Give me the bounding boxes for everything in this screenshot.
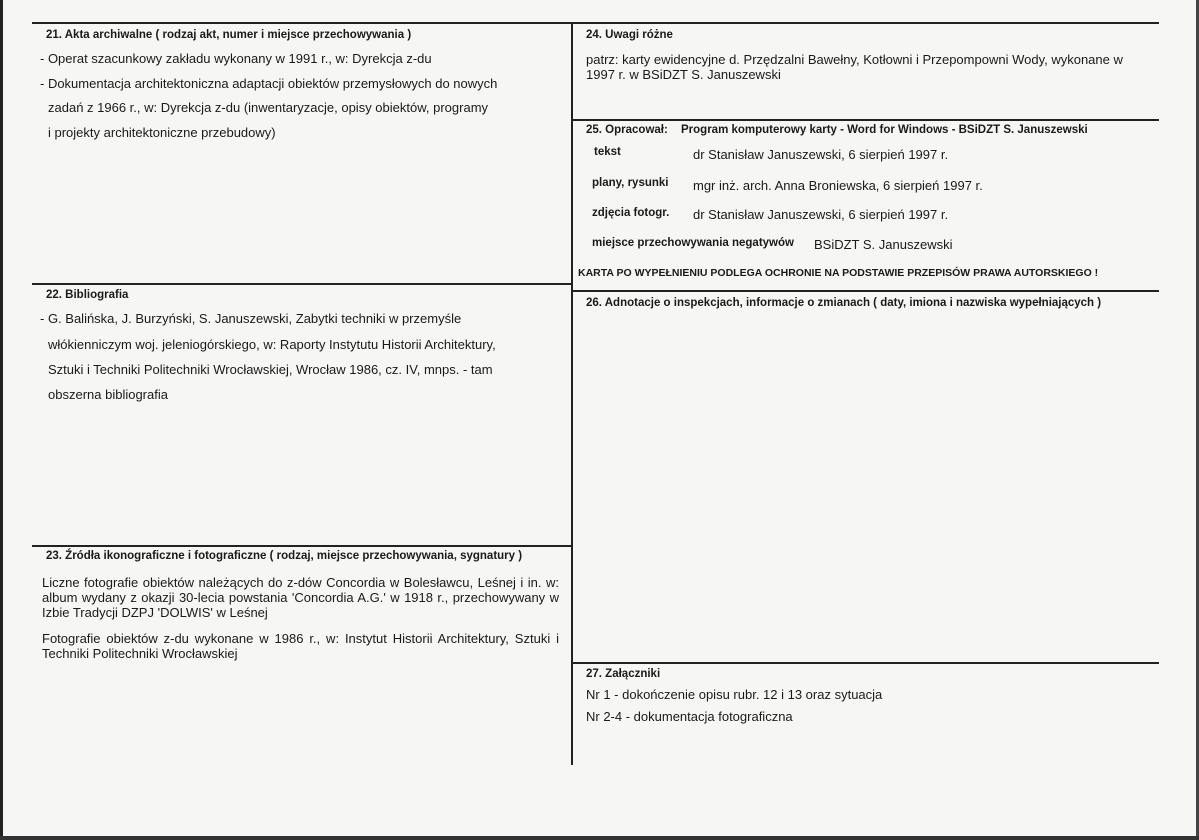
section-25-value-negatives: BSiDZT S. Januszewski bbox=[814, 237, 953, 252]
section-25-value-photos: dr Stanisław Januszewski, 6 sierpień 1997 r. bbox=[693, 207, 949, 222]
section-22-heading: 22. Bibliografia bbox=[46, 289, 129, 301]
section-25-label-text: tekst bbox=[594, 146, 621, 158]
divider-24-25 bbox=[572, 119, 1159, 121]
section-25-value-text: dr Stanisław Januszewski, 6 sierpień 1997 r. bbox=[693, 147, 949, 162]
section-24-heading: 24. Uwagi różne bbox=[586, 29, 673, 41]
section-22-line-3: Sztuki i Techniki Politechniki Wrocławskiej, Wrocław 1986, cz. IV, mnps. - tam bbox=[48, 362, 493, 377]
section-26-heading: 26. Adnotacje o inspekcjach, informacje o zmianach ( daty, imiona i nazwiska wypełniających ) bbox=[586, 297, 1102, 309]
section-21-line-4: i projekty architektoniczne przebudowy) bbox=[48, 125, 276, 140]
divider-26-27 bbox=[572, 662, 1159, 664]
section-27-line-1: Nr 1 - dokończenie opisu rubr. 12 i 13 oraz sytuacja bbox=[586, 687, 883, 702]
section-25-program: Program komputerowy karty - Word for Windows - BSiDZT S. Januszewski bbox=[681, 124, 1088, 136]
section-27-line-2: Nr 2-4 - dokumentacja fotograficzna bbox=[586, 709, 793, 724]
section-25-label-plans: plany, rysunki bbox=[592, 177, 669, 189]
section-21-line-2: - Dokumentacja architektoniczna adaptacji obiektów przemysłowych do nowych bbox=[40, 76, 498, 91]
section-23-paragraph-2: Fotografie obiektów z-du wykonane w 1986 r., w: Instytut Historii Architektury, Sztuki i Techniki Politechniki Wrocławskiej bbox=[42, 631, 559, 661]
scan-edge-left bbox=[0, 0, 3, 840]
section-25-label-negatives: miejsce przechowywania negatywów bbox=[592, 237, 794, 249]
section-23-heading: 23. Źródła ikonograficzne i fotograficzne ( rodzaj, miejsce przechowywania, sygnatury ) bbox=[46, 550, 523, 562]
section-22-line-2: włókienniczym woj. jeleniogórskiego, w: Raporty Instytutu Historii Architektury, bbox=[48, 337, 496, 352]
divider-22-23 bbox=[32, 545, 572, 547]
section-21-heading: 21. Akta archiwalne ( rodzaj akt, numer i miejsce przechowywania ) bbox=[46, 29, 412, 41]
section-21-line-3: zadań z 1966 r., w: Dyrekcja z-du (inwentaryzacje, opisy obiektów, programy bbox=[48, 100, 489, 115]
section-25-value-plans: mgr inż. arch. Anna Broniewska, 6 sierpień 1997 r. bbox=[693, 178, 983, 193]
copyright-warning: KARTA PO WYPEŁNIENIU PODLEGA OCHRONIE NA PODSTAWIE PRZEPISÓW PRAWA AUTORSKIEGO ! bbox=[578, 267, 1099, 279]
section-24-text: patrz: karty ewidencyjne d. Przędzalni Bawełny, Kotłowni i Przepompowni Wody, wykonane w 1997 r. w BSiDZT S. Januszewski bbox=[586, 52, 1123, 82]
divider-21-22 bbox=[32, 283, 572, 285]
center-divider bbox=[571, 22, 573, 765]
section-27-heading: 27. Załączniki bbox=[586, 668, 661, 680]
scan-edge-bottom bbox=[0, 836, 1199, 840]
divider-25-26 bbox=[572, 290, 1159, 292]
section-22-line-1: - G. Balińska, J. Burzyński, S. Januszewski, Zabytki techniki w przemyśle bbox=[40, 311, 462, 326]
section-25-heading: 25. Opracował: bbox=[586, 124, 668, 136]
section-23-paragraph-1: Liczne fotografie obiektów należących do z-dów Concordia w Bolesławcu, Leśnej i in. w: album wydany z okazji 30-lecia powstania 'Concordia A.G.' w 1918 r., przechowywany w Izbie Tradycji DZPJ 'DOLWIS' w Leśnej bbox=[42, 575, 559, 620]
top-border bbox=[32, 22, 1159, 24]
section-22-line-4: obszerna bibliografia bbox=[48, 387, 168, 402]
section-25-label-photos: zdjęcia fotogr. bbox=[592, 207, 670, 219]
section-21-line-1: - Operat szacunkowy zakładu wykonany w 1991 r., w: Dyrekcja z-du bbox=[40, 51, 432, 66]
